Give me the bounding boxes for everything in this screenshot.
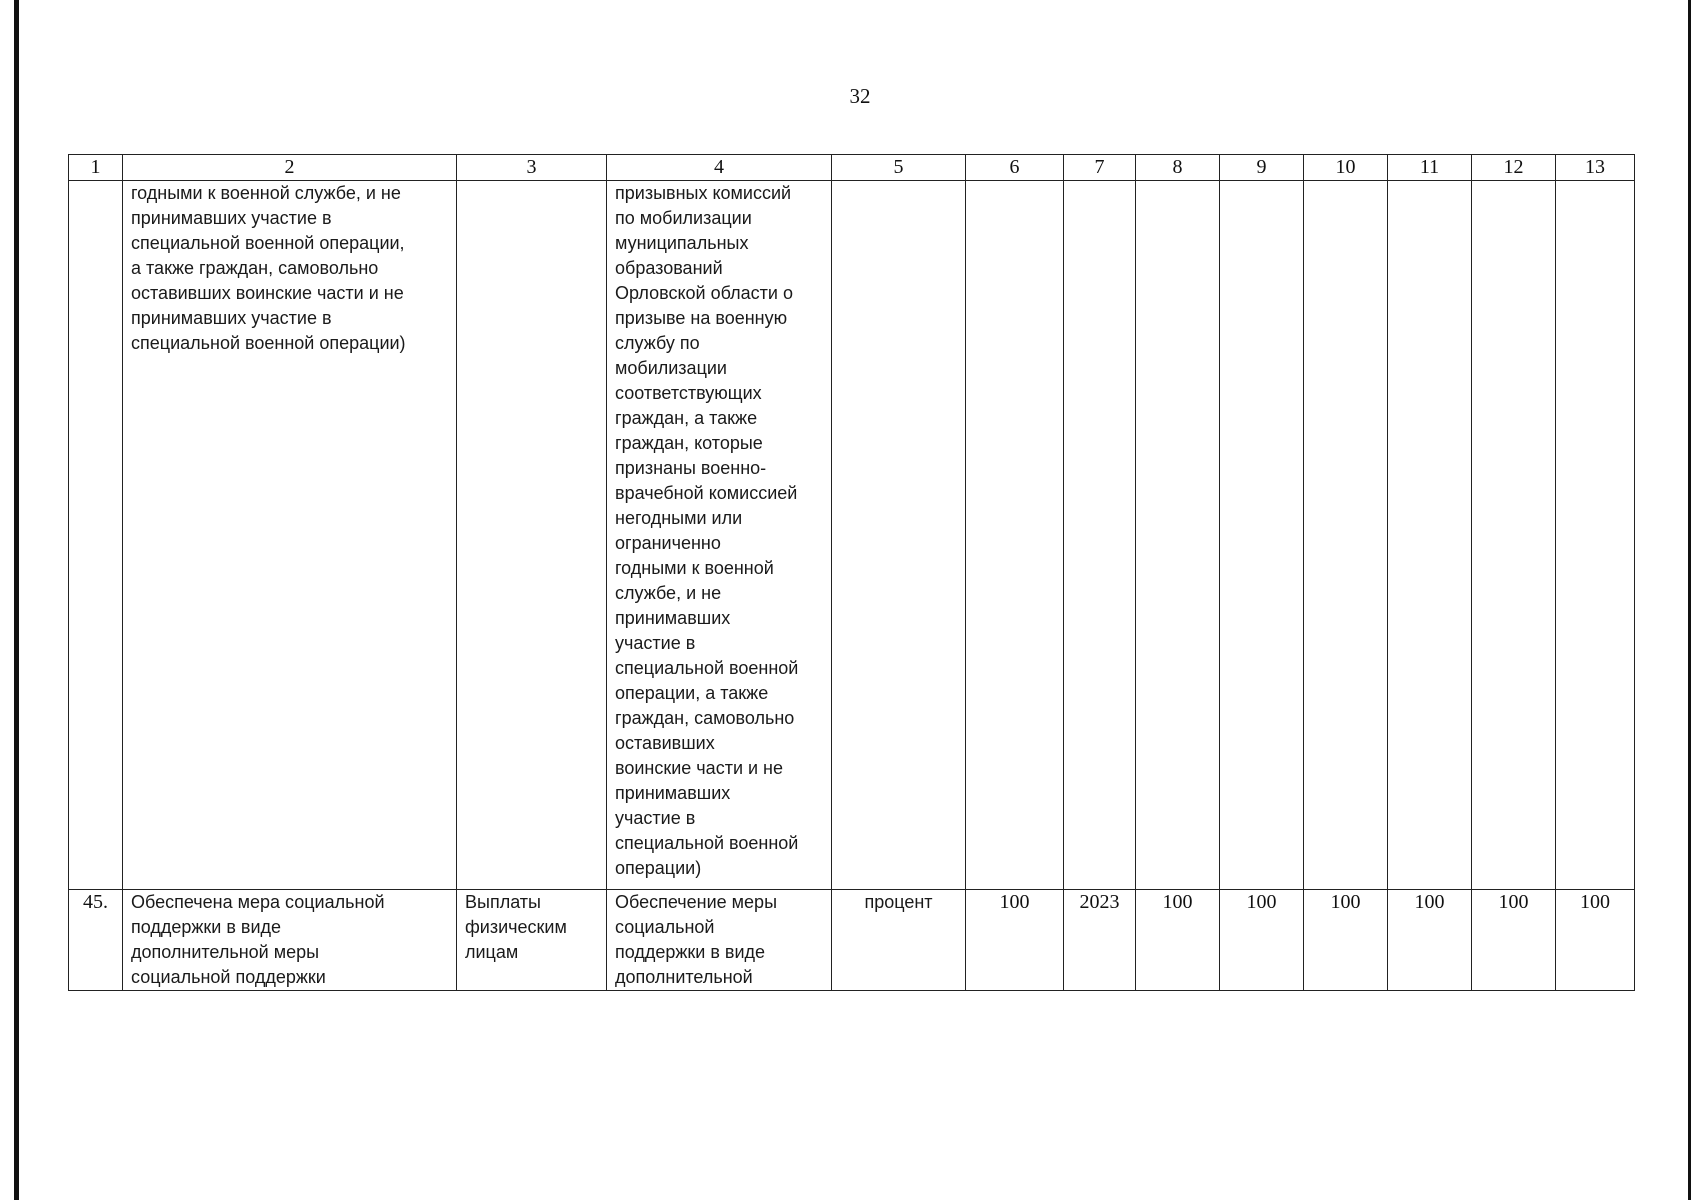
text-line: социальной поддержки <box>131 967 326 987</box>
header-col-12: 12 <box>1472 155 1556 181</box>
cell-type <box>457 890 607 991</box>
text-line: Обеспечена мера социальной <box>131 892 385 912</box>
text-line: граждан, самовольно <box>615 708 795 728</box>
cell-unit: процент <box>832 890 966 991</box>
cell-value: 100 <box>1472 890 1556 991</box>
cell-value: 100 <box>1556 890 1635 991</box>
cell-unit <box>832 181 966 890</box>
text-line: годными к военной службе, и не <box>131 183 401 203</box>
scan-left-edge <box>14 0 19 1200</box>
cell-value <box>1472 181 1556 890</box>
header-col-11: 11 <box>1388 155 1472 181</box>
cell-indicator-name <box>123 890 457 991</box>
text-line: Орловской области о <box>615 283 793 303</box>
cell-base-year <box>1064 181 1136 890</box>
text-line: принимавших участие в <box>131 308 332 328</box>
text-line: врачебной комиссией <box>615 483 798 503</box>
text-line: физическим <box>465 917 567 937</box>
cell-description <box>607 181 832 890</box>
text-line: Выплаты <box>465 892 541 912</box>
table-row-continuation <box>69 181 1635 890</box>
header-col-1: 1 <box>69 155 123 181</box>
text-line: принимавших участие в <box>131 208 332 228</box>
header-col-4: 4 <box>607 155 832 181</box>
header-col-8: 8 <box>1136 155 1220 181</box>
text-line: специальной военной операции) <box>131 333 406 353</box>
text-line: образований <box>615 258 723 278</box>
text-line: службу по <box>615 333 700 353</box>
text-line: граждан, которые <box>615 433 763 453</box>
cell-value: 100 <box>1388 890 1472 991</box>
text-line: лицам <box>465 942 519 962</box>
text-line: воинские части и не <box>615 758 784 778</box>
text-line: граждан, а также <box>615 408 758 428</box>
cell-value: 100 <box>1220 890 1304 991</box>
table-row-45 <box>69 890 1635 991</box>
header-col-3: 3 <box>457 155 607 181</box>
text-line: годными к военной <box>615 558 774 578</box>
cell-value: 100 <box>1304 890 1388 991</box>
header-col-9: 9 <box>1220 155 1304 181</box>
cell-value <box>1388 181 1472 890</box>
text-line: негодными или <box>615 508 743 528</box>
text-line: муниципальных <box>615 233 749 253</box>
cell-base-year: 2023 <box>1064 890 1136 991</box>
cell-value <box>1220 181 1304 890</box>
text-line: поддержки в виде <box>615 942 766 962</box>
text-line: службе, и не <box>615 583 722 603</box>
text-line: принимавших <box>615 608 731 628</box>
cell-indicator-name <box>123 181 457 890</box>
text-line: оставивших <box>615 733 715 753</box>
page-number: 32 <box>849 84 871 108</box>
text-line: специальной военной <box>615 833 799 853</box>
cell-number <box>69 181 123 890</box>
text-line: специальной военной операции, <box>131 233 405 253</box>
indicators-table <box>68 154 1635 991</box>
text-line: мобилизации <box>615 358 727 378</box>
header-col-10: 10 <box>1304 155 1388 181</box>
text-line: Обеспечение меры <box>615 892 778 912</box>
cell-number: 45. <box>69 890 123 991</box>
cell-description <box>607 890 832 991</box>
text-line: принимавших <box>615 783 731 803</box>
text-line: по мобилизации <box>615 208 752 228</box>
text-line: ограниченно <box>615 533 721 553</box>
text-line: призыве на военную <box>615 308 788 328</box>
header-col-13: 13 <box>1556 155 1635 181</box>
text-line: призывных комиссий <box>615 183 792 203</box>
header-col-7: 7 <box>1064 155 1136 181</box>
text-line: оставивших воинские части и не <box>131 283 404 303</box>
text-line: участие в <box>615 633 696 653</box>
header-col-6: 6 <box>966 155 1064 181</box>
text-line: а также граждан, самовольно <box>131 258 379 278</box>
cell-type <box>457 181 607 890</box>
text-line: соответствующих <box>615 383 762 403</box>
scan-right-edge <box>1688 0 1691 1200</box>
cell-value <box>1136 181 1220 890</box>
cell-value <box>1304 181 1388 890</box>
text-line: операции) <box>615 858 702 878</box>
text-line: дополнительной меры <box>131 942 320 962</box>
header-col-5: 5 <box>832 155 966 181</box>
cell-base-value <box>966 181 1064 890</box>
text-line: участие в <box>615 808 696 828</box>
text-line: социальной <box>615 917 715 937</box>
cell-base-value: 100 <box>966 890 1064 991</box>
cell-value <box>1556 181 1635 890</box>
header-col-2: 2 <box>123 155 457 181</box>
text-line: операции, а также <box>615 683 769 703</box>
text-line: признаны военно- <box>615 458 767 478</box>
text-line: дополнительной <box>615 967 753 987</box>
cell-value: 100 <box>1136 890 1220 991</box>
header-row <box>69 155 1635 181</box>
text-line: специальной военной <box>615 658 799 678</box>
text-line: поддержки в виде <box>131 917 282 937</box>
